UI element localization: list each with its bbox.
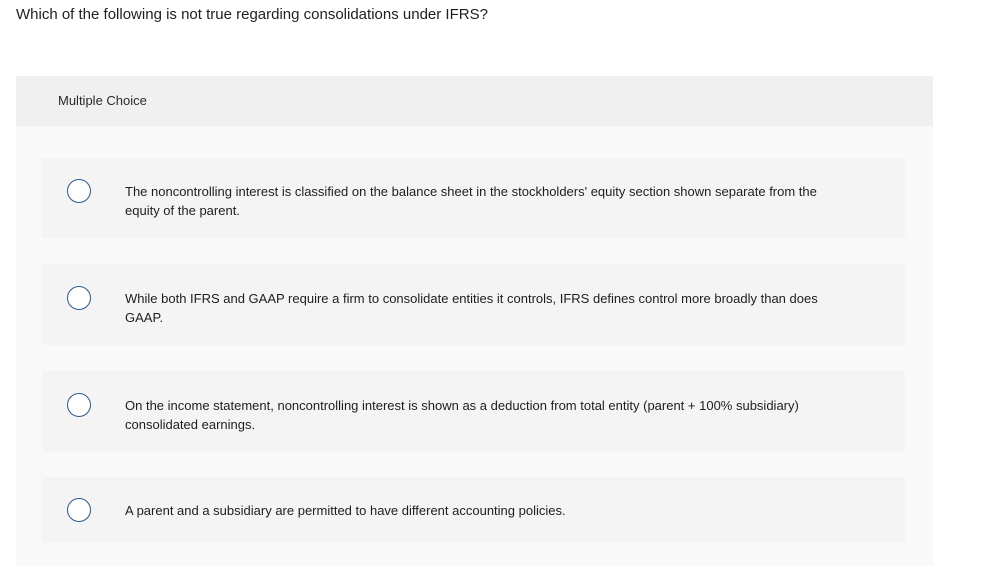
radio-button-icon[interactable] (67, 393, 91, 417)
answer-option-text: A parent and a subsidiary are permitted to have different accounting policies. (125, 503, 566, 518)
answer-option-text: The noncontrolling interest is classified on the balance sheet in the stockholders' equity section shown separate from the equity of the parent. (125, 184, 817, 218)
multiple-choice-panel (16, 76, 933, 566)
answer-option-3[interactable] (42, 371, 905, 452)
answer-option-4[interactable] (42, 477, 905, 543)
question-type-label: Multiple Choice (58, 93, 147, 108)
radio-button-icon[interactable] (67, 286, 91, 310)
question-text: Which of the following is not true regarding consolidations under IFRS? (16, 6, 488, 23)
answer-option-2[interactable] (42, 264, 905, 345)
radio-button-icon[interactable] (67, 179, 91, 203)
answer-option-text: While both IFRS and GAAP require a firm to consolidate entities it controls, IFRS defines control more broadly than does GAAP. (125, 291, 818, 325)
answer-option-1[interactable] (42, 158, 905, 238)
radio-button-icon[interactable] (67, 498, 91, 522)
panel-header (16, 76, 933, 126)
answer-option-text: On the income statement, noncontrolling interest is shown as a deduction from total entity (parent + 100% subsidiary) consolidated earnings. (125, 398, 799, 432)
